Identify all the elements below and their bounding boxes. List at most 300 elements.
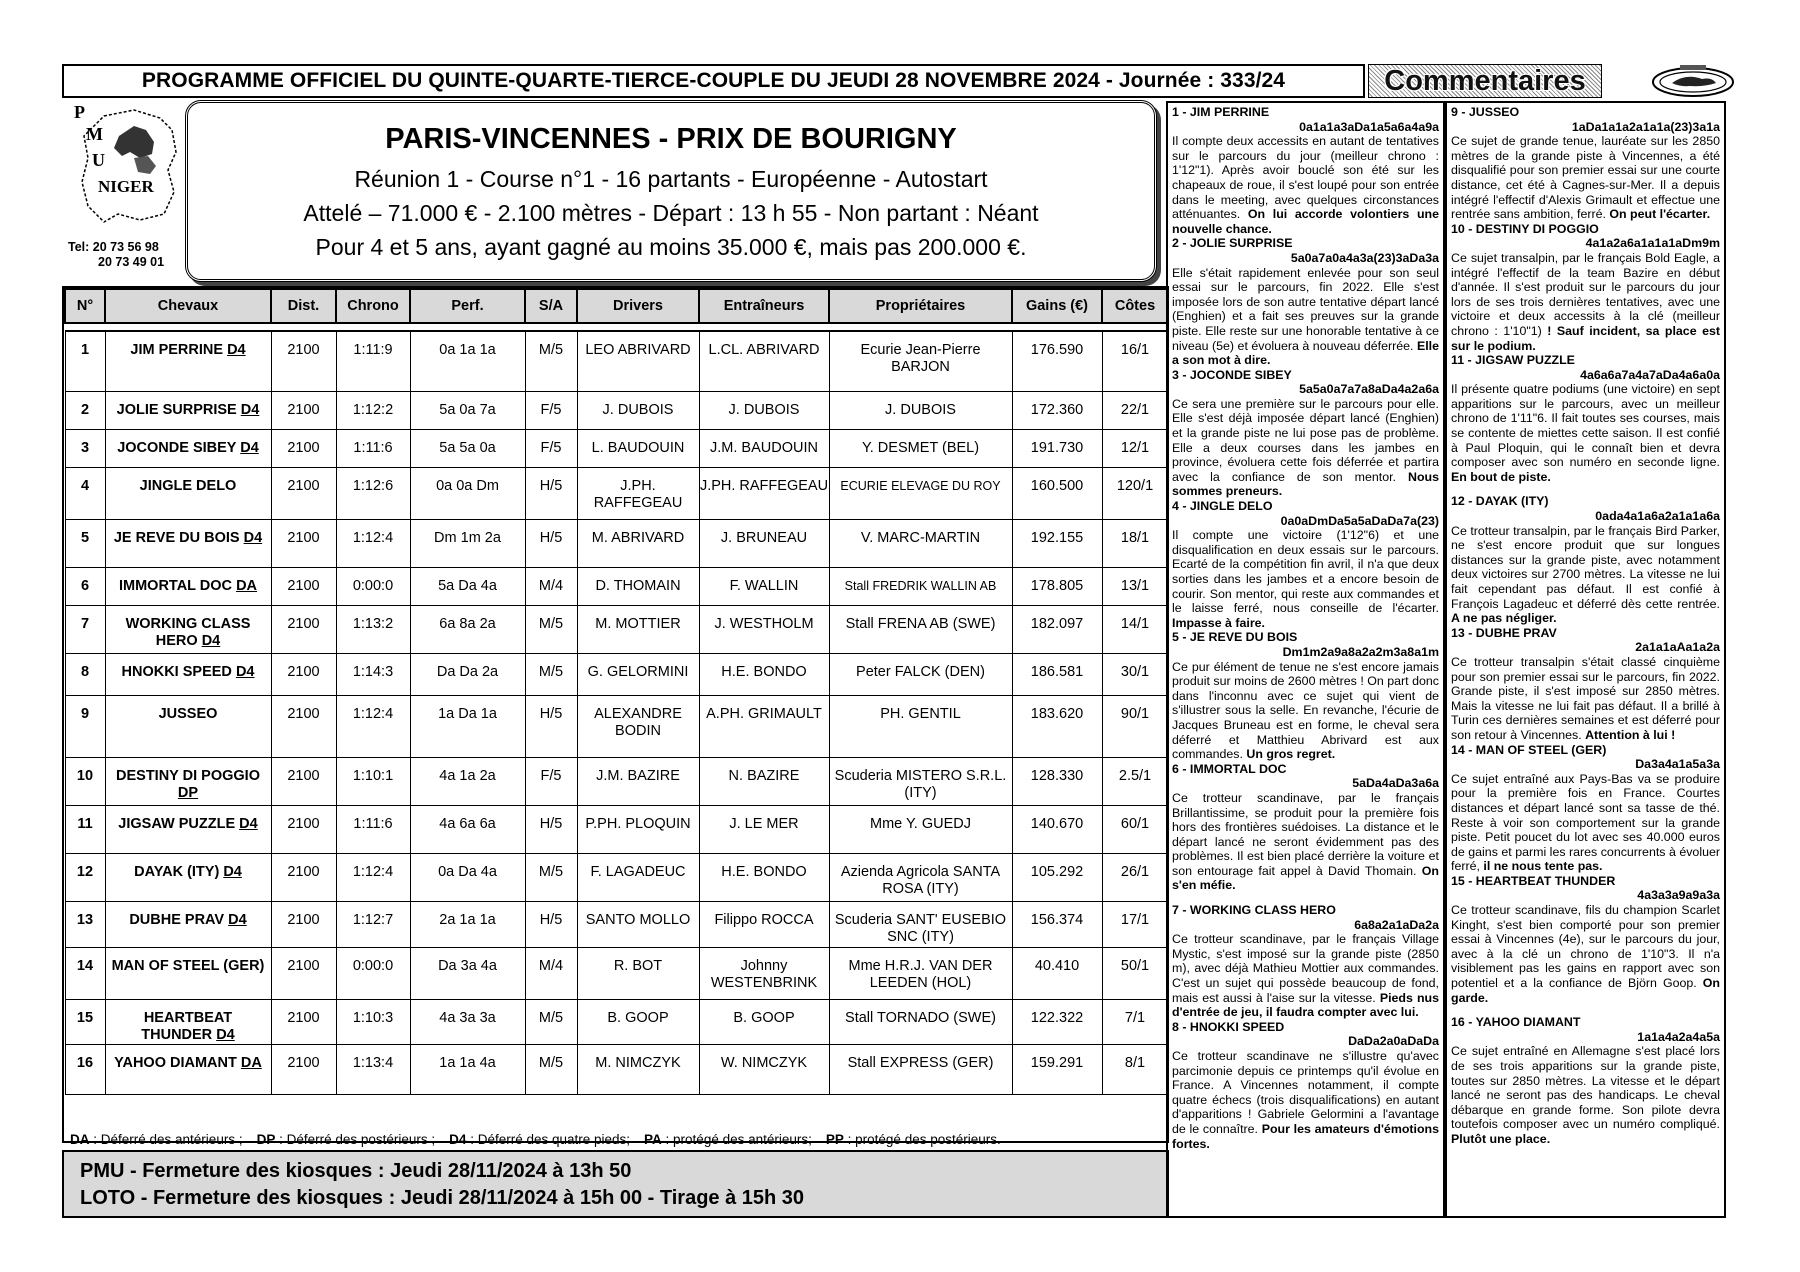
horse-name-text: JIM PERRINE	[130, 342, 224, 358]
odds: 13/1	[1102, 567, 1168, 605]
horse-name-text: HEARTBEAT THUNDER	[141, 1009, 233, 1043]
chrono: 0:00:0	[336, 567, 410, 605]
comment-title: 6 - IMMORTAL DOC	[1172, 761, 1287, 776]
horse-name-text: JINGLE DELO	[139, 477, 237, 494]
comment-conclusion: On garde.	[1451, 976, 1720, 1005]
comment-entry	[1172, 236, 1439, 367]
comment-conclusion: Pieds nus d'entrée de jeu, il faudra compter avec lui.	[1172, 990, 1439, 1020]
comment-entry	[1451, 105, 1720, 222]
runner-row	[65, 519, 1168, 567]
sex-age: M/4	[525, 567, 577, 605]
legend-item	[257, 1132, 436, 1147]
horse-name-text: DAYAK (ITY)	[134, 863, 220, 880]
shoeing-tag: D4	[235, 663, 255, 680]
sex-age: H/5	[525, 805, 577, 853]
trainer: J. BRUNEAU	[699, 519, 829, 567]
comment-title: 16 - YAHOO DIAMANT	[1451, 1015, 1581, 1030]
driver: LEO ABRIVARD	[577, 331, 699, 391]
runners-table-wrapper	[62, 286, 1169, 1143]
horse-name	[105, 467, 271, 519]
driver: M. NIMCZYK	[577, 1044, 699, 1094]
comment-conclusion: A ne pas négliger.	[1451, 611, 1557, 626]
sex-age: M/5	[525, 853, 577, 901]
distance: 2100	[271, 805, 336, 853]
closing-times-box	[62, 1150, 1169, 1218]
chrono: 1:13:4	[336, 1044, 410, 1094]
runner-number: 12	[65, 853, 105, 901]
trainer: B. GOOP	[699, 999, 829, 1044]
comment-text: Ce sujet entraîné aux Pays-Bas va se produire pour la première fois en France. Courtes distances et départ lancé sont sa tasse de thé. Reste à voir son comportement sur la grande piste. Petit poucet du lot avec ses 40.000 euros de gains et parmi les rares concurrents à évoluer ferré,	[1451, 771, 1720, 874]
earnings: 159.291	[1012, 1044, 1102, 1094]
distance: 2100	[271, 653, 336, 695]
comment-body	[1172, 397, 1439, 499]
horse-name	[105, 695, 271, 757]
comment-title: 3 - JOCONDE SIBEY	[1172, 367, 1292, 382]
column-header: Chevaux	[105, 289, 271, 323]
comment-text: Ce pur élément de tenue ne s'est encore jamais produit sur moins de 2600 mètres ! On part donc dans l'inconnu avec ce sujet qui vient de s'illustrer sous la selle. En revanche, l'écurie de Jacques Bruneau est en forme, le cheval sera déferré et Matthieu Abrivard est aux commandes.	[1172, 659, 1439, 762]
comment-title: 15 - HEARTBEAT THUNDER	[1451, 873, 1616, 888]
comment-entry	[1451, 353, 1720, 484]
runner-number: 11	[65, 805, 105, 853]
chrono: 1:11:9	[336, 331, 410, 391]
owner: Y. DESMET (BEL)	[829, 429, 1012, 467]
runner-number: 6	[65, 567, 105, 605]
distance: 2100	[271, 391, 336, 429]
driver: R. BOT	[577, 947, 699, 999]
comment-entry	[1451, 494, 1720, 625]
chrono: 1:11:6	[336, 429, 410, 467]
loto-closing-line: LOTO - Fermeture des kiosques : Jeudi 28/11/2024 à 15h 00 - Tirage à 15h 30	[80, 1187, 805, 1209]
odds: 120/1	[1102, 467, 1168, 519]
comment-body	[1172, 134, 1439, 236]
chrono: 1:14:3	[336, 653, 410, 695]
logo-letter-u: U	[92, 150, 105, 170]
chrono: 1:12:6	[336, 467, 410, 519]
runner-number: 14	[65, 947, 105, 999]
distance: 2100	[271, 695, 336, 757]
odds: 2.5/1	[1102, 757, 1168, 805]
comment-body	[1451, 134, 1720, 222]
earnings: 178.805	[1012, 567, 1102, 605]
comment-title: 4 - JINGLE DELO	[1172, 499, 1273, 514]
column-header: Gains (€)	[1012, 289, 1102, 323]
odds: 8/1	[1102, 1044, 1168, 1094]
chrono: 1:11:6	[336, 805, 410, 853]
shoeing-tag: D4	[243, 529, 263, 546]
comment-body	[1451, 382, 1720, 484]
distance: 2100	[271, 567, 336, 605]
comment-conclusion: Nous sommes preneurs.	[1172, 469, 1439, 499]
comment-entry	[1451, 874, 1720, 1005]
performance: 0a 1a 1a	[410, 331, 525, 391]
horse-name-text: IMMORTAL DOC	[118, 577, 233, 594]
comment-perf: 4a6a6a7a4a7aDa4a6a0a	[1580, 367, 1720, 382]
performance: 0a Da 4a	[410, 853, 525, 901]
distance: 2100	[271, 429, 336, 467]
horse-name	[105, 567, 271, 605]
comment-conclusion: Un gros regret.	[1246, 747, 1336, 762]
chrono: 1:12:7	[336, 901, 410, 947]
runner-number: 4	[65, 467, 105, 519]
horse-name-text: JOLIE SURPRISE	[116, 401, 237, 418]
comment-perf: 5aDa4aDa3a6a	[1352, 776, 1439, 791]
horse-name-text: JE REVE DU BOIS	[113, 529, 240, 546]
comment-title: 13 - DUBHE PRAV	[1451, 625, 1557, 640]
horse-name	[105, 391, 271, 429]
runner-number: 8	[65, 653, 105, 695]
race-name: PARIS-VINCENNES - PRIX DE BOURIGNY	[385, 123, 957, 155]
comment-perf: 6a8a2a1aDa2a	[1354, 917, 1439, 932]
horse-name	[105, 653, 271, 695]
comment-body	[1451, 772, 1720, 874]
runner-row	[65, 805, 1168, 853]
horse-name-text: YAHOO DIAMANT	[114, 1054, 237, 1071]
odds: 14/1	[1102, 605, 1168, 653]
horse-name-text: JIGSAW PUZZLE	[118, 815, 236, 832]
comment-text: Ce trotteur scandinave, par le français Brillantissime, se produit pour la première fois hors des frontières suédoises. La distance et le départ lancé ne seront évidemment pas des problèmes. Il est bien placé derrière la voiture et son entourage fait appel à David Thomain.	[1172, 790, 1439, 878]
performance: 1a Da 1a	[410, 695, 525, 757]
comment-conclusion: On s'en méfie.	[1172, 863, 1439, 893]
column-header: Perf.	[410, 289, 525, 323]
comment-entry	[1451, 1015, 1720, 1146]
horse-name	[105, 331, 271, 391]
shoeing-tag: D4	[240, 401, 260, 418]
comment-conclusion: On lui accorde volontiers une nouvelle chance.	[1172, 207, 1439, 236]
comment-title: 5 - JE REVE DU BOIS	[1172, 630, 1298, 645]
trainer: H.E. BONDO	[699, 653, 829, 695]
owner: J. DUBOIS	[829, 391, 1012, 429]
driver: F. LAGADEUC	[577, 853, 699, 901]
chrono: 1:12:4	[336, 853, 410, 901]
horse-name	[105, 853, 271, 901]
driver: G. GELORMINI	[577, 653, 699, 695]
sex-age: M/5	[525, 999, 577, 1044]
runner-number: 1	[65, 331, 105, 391]
runner-row	[65, 567, 1168, 605]
distance: 2100	[271, 947, 336, 999]
column-header: S/A	[525, 289, 577, 323]
earnings: 140.670	[1012, 805, 1102, 853]
trainer: F. WALLIN	[699, 567, 829, 605]
runner-number: 13	[65, 901, 105, 947]
performance: Dm 1m 2a	[410, 519, 525, 567]
comment-entry	[1172, 1020, 1439, 1151]
sex-age: H/5	[525, 901, 577, 947]
runner-row	[65, 901, 1168, 947]
comment-body	[1172, 266, 1439, 368]
legend-code: D4	[449, 1131, 467, 1147]
sex-age: F/5	[525, 429, 577, 467]
comment-perf: Da3a4a1a5a3a	[1635, 757, 1720, 772]
comment-entry	[1172, 762, 1439, 893]
chrono: 1:10:1	[336, 757, 410, 805]
column-header: Entraîneurs	[699, 289, 829, 323]
comment-perf: 1aDa1a1a2a1a1a(23)3a1a	[1571, 119, 1720, 134]
distance: 2100	[271, 853, 336, 901]
comment-conclusion: On peut l'écarter.	[1609, 207, 1711, 222]
owner: ECURIE ELEVAGE DU ROY	[829, 467, 1012, 519]
runner-row	[65, 653, 1168, 695]
trainer: W. NIMCZYK	[699, 1044, 829, 1094]
runner-row	[65, 1044, 1168, 1094]
owner: Scuderia SANT' EUSEBIO SNC (ITY)	[829, 901, 1012, 947]
performance: 5a 0a 7a	[410, 391, 525, 429]
horse-name	[105, 757, 271, 805]
odds: 7/1	[1102, 999, 1168, 1044]
odds: 60/1	[1102, 805, 1168, 853]
comment-perf: 0a1a1a3aDa1a5a6a4a9a	[1299, 119, 1439, 134]
logo-word-niger: NIGER	[98, 177, 154, 196]
shoeing-tag: D4	[239, 815, 258, 832]
driver: M. MOTTIER	[577, 605, 699, 653]
earnings: 191.730	[1012, 429, 1102, 467]
distance: 2100	[271, 331, 336, 391]
legend-item	[644, 1132, 812, 1147]
earnings: 160.500	[1012, 467, 1102, 519]
race-info-box	[185, 100, 1157, 282]
shoeing-tag: D4	[227, 342, 246, 358]
comment-text: Ce trotteur transalpin s'était classé cinquième pour son premier essai sur le parcours, fin 2022. Grande piste, il s'est imposé sur 2850 mètres. Mais la vitesse ne lui fait pas défaut. Il a brillé à Turin ces dernières semaines et est déferré pour son retour à Vincennes.	[1451, 654, 1720, 742]
comment-entry	[1451, 626, 1720, 743]
chrono: 0:00:0	[336, 947, 410, 999]
comments-banner-label: Commentaires	[1384, 64, 1586, 97]
tel-line-2: 20 73 49 01	[98, 255, 165, 269]
performance: 4a 3a 3a	[410, 999, 525, 1044]
header-gap	[65, 323, 1168, 331]
comment-title: 1 - JIM PERRINE	[1172, 105, 1270, 119]
comment-body	[1172, 528, 1439, 630]
trainer: J.PH. RAFFEGEAU	[699, 467, 829, 519]
performance: Da 3a 4a	[410, 947, 525, 999]
legend-text: : Déferré des antérieurs ;	[89, 1131, 243, 1147]
horse-name	[105, 519, 271, 567]
owner: Ecurie Jean-Pierre BARJON	[829, 331, 1012, 391]
trainer: Filippo ROCCA	[699, 901, 829, 947]
comment-conclusion: Elle a son mot à dire.	[1172, 338, 1439, 368]
comment-conclusion: Pour les amateurs d'émotions fortes.	[1172, 1121, 1440, 1151]
legend-item	[449, 1132, 630, 1147]
comment-perf: DaDa2a0aDaDa	[1348, 1034, 1439, 1049]
comment-body	[1451, 655, 1720, 743]
runner-number: 2	[65, 391, 105, 429]
legend-text: : protégé des antérieurs;	[661, 1131, 812, 1147]
legend-text: : protégé des postérieurs.	[843, 1131, 1001, 1147]
runner-number: 9	[65, 695, 105, 757]
sex-age: F/5	[525, 757, 577, 805]
runner-row	[65, 429, 1168, 467]
telephone-numbers	[68, 240, 164, 270]
earnings: 176.590	[1012, 331, 1102, 391]
comment-entry	[1172, 368, 1439, 499]
runner-number: 5	[65, 519, 105, 567]
driver: J.PH. RAFFEGEAU	[577, 467, 699, 519]
comment-conclusion: ! Sauf incident, sa place est sur le podium.	[1451, 323, 1720, 353]
earnings: 183.620	[1012, 695, 1102, 757]
sex-age: H/5	[525, 519, 577, 567]
performance: 2a 1a 1a	[410, 901, 525, 947]
comment-body	[1451, 1044, 1720, 1146]
comment-text: Ce trotteur transalpin, par le français Bird Parker, ne s'est encore produit que sur longues distances sur la grande piste, avec notamment deux victoires sur 2700 mètres. La vitesse ne lui fait cependant pas défaut. Il est confié à François Lagadeuc et déferré dès cette rentrée.	[1451, 523, 1720, 611]
shoeing-tag: D4	[240, 439, 259, 456]
trainer: N. BAZIRE	[699, 757, 829, 805]
comment-text: Ce sujet de grande tenue, lauréate sur les 2850 mètres de la grande piste à Vincennes, a été disqualifié pour son premier essai sur une courte distance, cet été à Cagnes-sur-Mer. Il a depuis intégré l'effectif d'Alexis Grimault et effectue une rentrée sans ambition, ferré.	[1451, 134, 1720, 222]
legend-text: : Déferré des postérieurs ;	[275, 1131, 436, 1147]
runner-number: 3	[65, 429, 105, 467]
comment-perf: 4a3a3a9a9a3a	[1637, 888, 1720, 903]
driver: J.M. BAZIRE	[577, 757, 699, 805]
comment-text: Ce trotteur scandinave, par le français Village Mystic, s'est imposé sur la grande piste (2850 m), avec déjà Mathieu Mottier aux commandes. C'est un sujet qui possède beaucoup de fond, mais est aussi à l'aise sur la vitesse.	[1172, 932, 1439, 1005]
comment-title: 8 - HNOKKI SPEED	[1172, 1019, 1285, 1034]
odds: 18/1	[1102, 519, 1168, 567]
column-header: Propriétaires	[829, 289, 1012, 323]
driver: D. THOMAIN	[577, 567, 699, 605]
legend-text: : Déferré des quatre pieds;	[466, 1131, 631, 1147]
legend-code: DA	[70, 1131, 90, 1147]
runner-row	[65, 947, 1168, 999]
comment-perf: Dm1m2a9a8a2a2m3a8a1m	[1282, 644, 1439, 659]
comment-body	[1172, 1049, 1439, 1151]
owner: Azienda Agricola SANTA ROSA (ITY)	[829, 853, 1012, 901]
driver: M. ABRIVARD	[577, 519, 699, 567]
trainer: H.E. BONDO	[699, 853, 829, 901]
horse-name-text: WORKING CLASS HERO	[125, 615, 251, 649]
comment-text: Il présente quatre podiums (une victoire) en sept apparitions sur le parcours, avec un meilleur chrono de 1'11"6. Il fait toutes ses courses, mais se contente de miettes cette saison. Il est confié à Paul Ploquin, qui le connaît bien et devra composer avec son numéro en seconde ligne.	[1451, 382, 1720, 470]
runner-number: 10	[65, 757, 105, 805]
comment-title: 11 - JIGSAW PUZZLE	[1451, 353, 1575, 368]
trainer: Johnny WESTENBRINK	[699, 947, 829, 999]
tel-line-1: Tel: 20 73 56 98	[68, 240, 159, 254]
comment-entry	[1172, 903, 1439, 1020]
horse-name-text: DESTINY DI POGGIO	[116, 767, 260, 784]
horse-name	[105, 901, 271, 947]
comment-text: Ce sujet entraîné en Allemagne s'est placé lors de ses trois apparitions sur la grande piste, toutes sur 2850 mètres. La vitesse et le départ lancé ne seront pas des handicaps. Le cheval débarque en grande forme. Son pilote devra toutefois composer avec un numéro compliqué.	[1451, 1044, 1720, 1132]
horse-name-text: HNOKKI SPEED	[121, 663, 232, 680]
owner: Peter FALCK (DEN)	[829, 653, 1012, 695]
earnings: 128.330	[1012, 757, 1102, 805]
shoeing-tag: DA	[240, 1054, 262, 1071]
sex-age: M/5	[525, 1044, 577, 1094]
race-details-line-1: Réunion 1 - Course n°1 - 16 partants - Européenne - Autostart	[354, 166, 988, 192]
owner: PH. GENTIL	[829, 695, 1012, 757]
comment-title: 2 - JOLIE SURPRISE	[1172, 236, 1293, 251]
column-header: Côtes	[1102, 289, 1168, 323]
driver: B. GOOP	[577, 999, 699, 1044]
distance: 2100	[271, 467, 336, 519]
comment-body	[1451, 903, 1720, 1005]
comment-perf: 5a0a7a0a4a3a(23)3aDa3a	[1290, 250, 1439, 265]
legend-code: PA	[644, 1131, 662, 1147]
sex-age: F/5	[525, 391, 577, 429]
shoeing-tag: D4	[216, 1026, 235, 1043]
odds: 30/1	[1102, 653, 1168, 695]
owner: Scuderia MISTERO S.R.L. (ITY)	[829, 757, 1012, 805]
performance: 4a 6a 6a	[410, 805, 525, 853]
comment-title: 14 - MAN OF STEEL (GER)	[1451, 742, 1607, 757]
runners-table	[64, 288, 1169, 1095]
comments-column-1	[1166, 101, 1445, 1218]
comment-perf: 2a1a1aAa1a2a	[1635, 640, 1720, 655]
comment-text: Ce trotteur scandinave, fils du champion Scarlet Kinght, s'est bien comporté pour son premier essai à Vincennes (4e), sur le parcours du jour, avec à la clé un chrono de 1'10"3. Il n'a visiblement pas les gains en rapport avec son potentiel et a la confiance de Björn Goop.	[1451, 903, 1720, 991]
horse-name-text: DUBHE PRAV	[129, 911, 225, 928]
comment-conclusion: Plutôt une place.	[1451, 1131, 1551, 1146]
column-header: Chrono	[336, 289, 410, 323]
column-header: Dist.	[271, 289, 336, 323]
runner-row	[65, 605, 1168, 653]
legend-item	[70, 1132, 243, 1147]
earnings: 172.360	[1012, 391, 1102, 429]
odds: 16/1	[1102, 331, 1168, 391]
comment-body	[1172, 660, 1439, 762]
owner: Stall FRENA AB (SWE)	[829, 605, 1012, 653]
odds: 17/1	[1102, 901, 1168, 947]
sex-age: M/5	[525, 653, 577, 695]
horse-name-text: JOCONDE SIBEY	[117, 439, 237, 456]
performance: 1a 1a 4a	[410, 1044, 525, 1094]
race-details-line-3: Pour 4 et 5 ans, ayant gagné au moins 35.000 €, mais pas 200.000 €.	[315, 234, 1027, 260]
owner: Mme H.R.J. VAN DER LEEDEN (HOL)	[829, 947, 1012, 999]
race-details-line-2: Attelé – 71.000 € - 2.100 mètres - Départ : 13 h 55 - Non partant : Néant	[303, 200, 1039, 226]
runner-row	[65, 757, 1168, 805]
comment-conclusion: il ne nous tente pas.	[1483, 859, 1603, 874]
comment-entry	[1172, 499, 1439, 630]
driver: ALEXANDRE BODIN	[577, 695, 699, 757]
chrono: 1:12:4	[336, 519, 410, 567]
earnings: 186.581	[1012, 653, 1102, 695]
odds: 90/1	[1102, 695, 1168, 757]
earnings: 40.410	[1012, 947, 1102, 999]
comments-column-2	[1445, 101, 1726, 1218]
legend-code: DP	[256, 1131, 276, 1147]
runner-number: 7	[65, 605, 105, 653]
odds: 26/1	[1102, 853, 1168, 901]
distance: 2100	[271, 999, 336, 1044]
emblem-logo	[1650, 65, 1736, 99]
performance: 0a 0a Dm	[410, 467, 525, 519]
owner: Stall FREDRIK WALLIN AB	[829, 567, 1012, 605]
horse-name	[105, 429, 271, 467]
page-title: PROGRAMME OFFICIEL DU QUINTE-QUARTE-TIERCE-COUPLE DU JEUDI 28 NOVEMBRE 2024 - Journée : 333/24	[62, 64, 1365, 98]
comment-perf: 5a5a0a7a7a8aDa4a2a6a	[1299, 382, 1439, 397]
comment-body	[1172, 932, 1439, 1020]
comment-perf: 1a1a4a2a4a5a	[1637, 1029, 1720, 1044]
column-header: Drivers	[577, 289, 699, 323]
runner-number: 16	[65, 1044, 105, 1094]
shoeing-tag: DP	[177, 784, 199, 801]
horse-name	[105, 999, 271, 1044]
horse-name-text: JUSSEO	[158, 705, 218, 722]
runner-row	[65, 391, 1168, 429]
performance: 5a 5a 0a	[410, 429, 525, 467]
comment-text: Il compte deux accessits en autant de tentatives sur le parcours du jour (meilleur chrono : 1'12"1). Après avoir bouclé son été sur les chapeaux de roue, il s'est loupé pour son entrée dans le meeting, avec quelques circonstances atténuantes.	[1172, 134, 1439, 222]
comment-title: 9 - JUSSEO	[1451, 105, 1520, 119]
comment-text: Il compte une victoire (1'12"6) et une disqualification en deux essais sur le parcours. Ecarté de la compétition fin avril, il n'a que deux sorties dans les jambes et a encore besoin de courir. Son mentor, qui reste aux commandes et le laisse ferré, nous conseille de l'écarter.	[1172, 528, 1439, 616]
owner: Stall EXPRESS (GER)	[829, 1044, 1012, 1094]
comment-title: 12 - DAYAK (ITY)	[1451, 494, 1549, 509]
pmu-closing-line: PMU - Fermeture des kiosques : Jeudi 28/11/2024 à 13h 50	[80, 1160, 632, 1182]
driver: SANTO MOLLO	[577, 901, 699, 947]
comment-text: Ce sujet transalpin, par le français Bold Eagle, a intégré l'effectif de la team Bazire en début d'année. Il s'est produit sur le parcours du jour lors de ses trois dernières tentatives, avec une victoire et deux accessits à la clé (meilleur chrono : 1'10"1)	[1451, 250, 1720, 338]
pmu-niger-logo	[64, 96, 184, 236]
sex-age: M/5	[525, 605, 577, 653]
comment-body	[1451, 251, 1720, 353]
comment-body	[1172, 791, 1439, 893]
trainer: J.M. BAUDOUIN	[699, 429, 829, 467]
runner-row	[65, 999, 1168, 1044]
performance: 5a Da 4a	[410, 567, 525, 605]
comments-banner	[1368, 64, 1602, 98]
comment-text: Ce sera une première sur le parcours pour elle. Elle s'est déjà imposée départ lancé (Enghien) et la grande piste ne lui pose pas de problème. Elle a deux courses dans les jambes en province, évoluera cette fois déferrée et partira avec la confiance de son mentor.	[1172, 396, 1439, 484]
legend-item	[826, 1132, 1001, 1147]
